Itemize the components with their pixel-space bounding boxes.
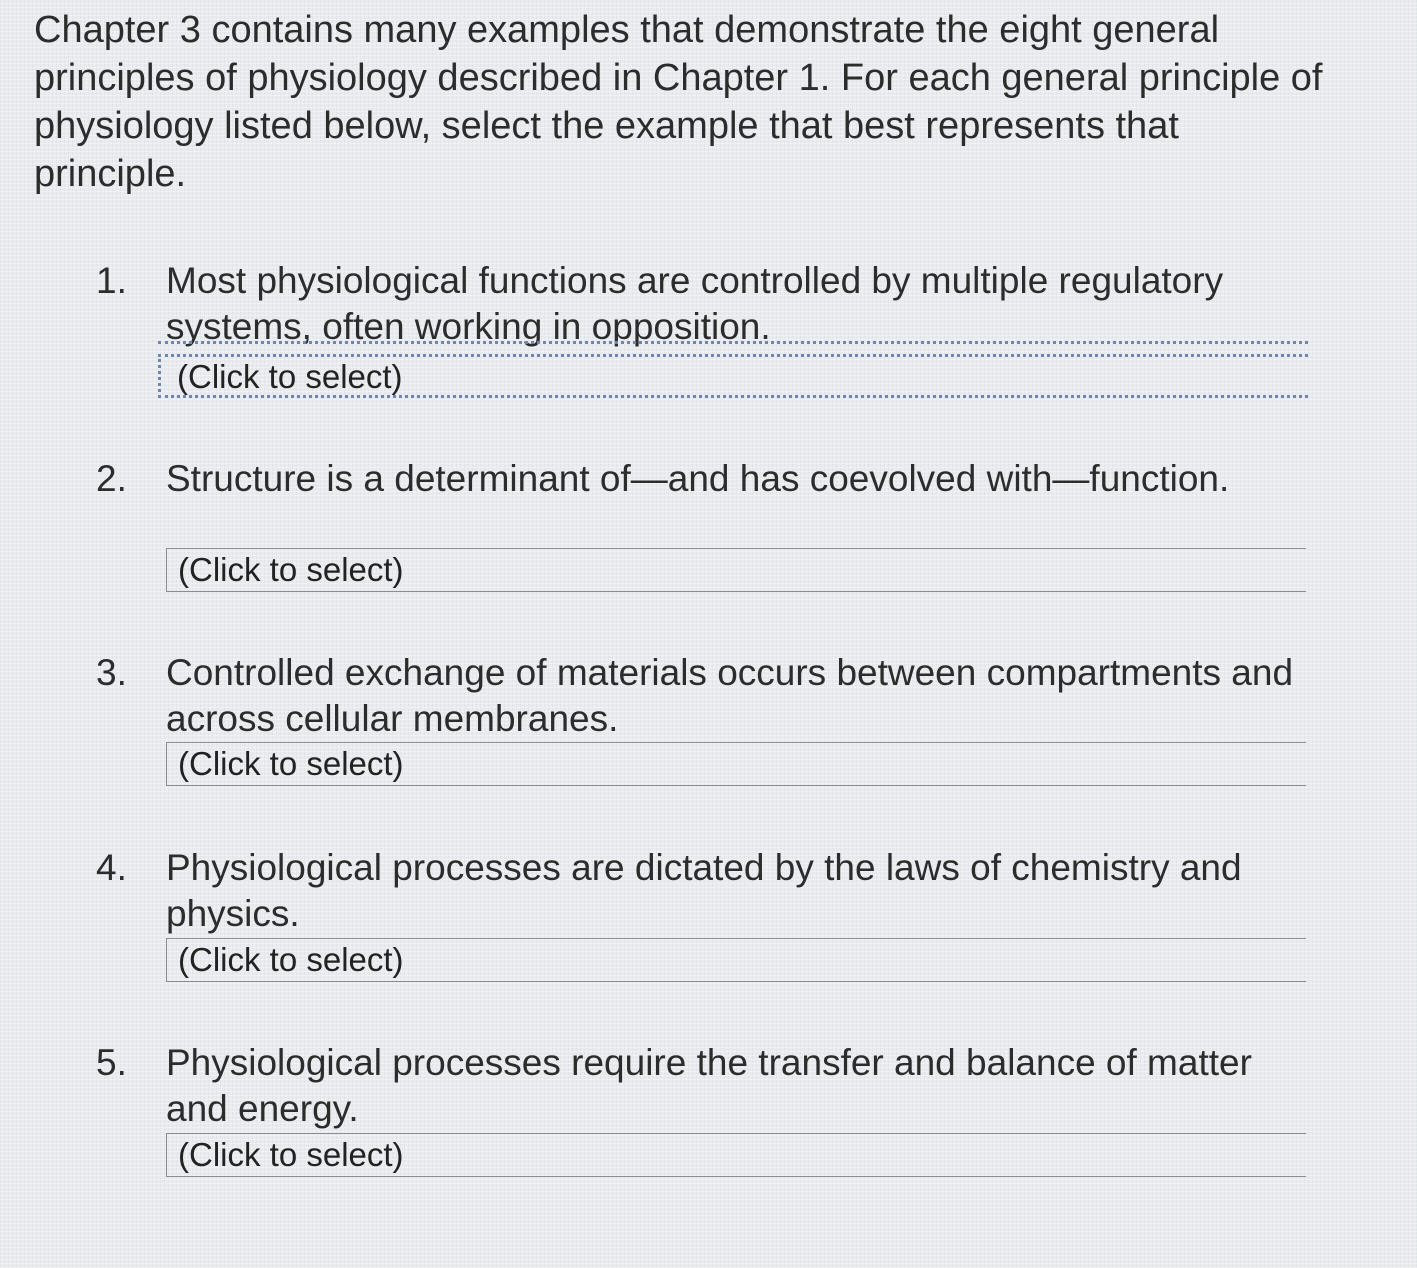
answer-select-3[interactable]: (Click to select)	[166, 742, 1306, 786]
question-text: Most physiological functions are controlled by multiple regulatory systems, often working in opposition.	[166, 260, 1224, 347]
question-number: 4.	[96, 847, 127, 888]
question-1	[0, 258, 1417, 408]
question-text: Physiological processes require the transfer and balance of matter and energy.	[166, 1042, 1252, 1129]
question-text: Controlled exchange of materials occurs between compartments and across cellular membranes.	[166, 652, 1294, 739]
question-3	[0, 650, 1417, 800]
question-2	[0, 456, 1417, 606]
question-number: 3.	[96, 652, 127, 693]
question-text: Structure is a determinant of—and has coevolved with—function.	[166, 458, 1230, 499]
question-number: 5.	[96, 1042, 127, 1083]
answer-select-5[interactable]: (Click to select)	[166, 1133, 1306, 1177]
focus-outline	[158, 341, 1308, 344]
answer-select-2[interactable]: (Click to select)	[166, 548, 1306, 592]
question-number: 1.	[96, 260, 127, 301]
question-number: 2.	[96, 458, 127, 499]
question-5	[0, 1040, 1417, 1190]
answer-select-4[interactable]: (Click to select)	[166, 938, 1306, 982]
instructions-text: Chapter 3 contains many examples that demonstrate the eight general principles of physiology described in Chapter 1. For each general principle of physiology listed below, select the example that best represents that principle.	[34, 9, 1323, 195]
answer-select-1[interactable]: (Click to select)	[158, 354, 1308, 398]
question-4	[0, 845, 1417, 995]
question-text: Physiological processes are dictated by the laws of chemistry and physics.	[166, 847, 1242, 934]
